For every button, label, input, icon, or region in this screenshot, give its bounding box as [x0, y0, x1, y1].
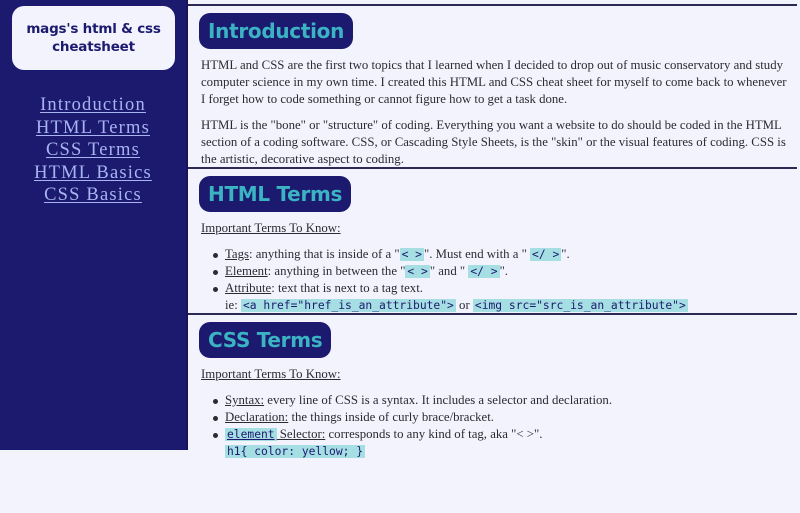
section-heading: Introduction	[199, 13, 353, 49]
list-item	[211, 246, 793, 263]
site-title-text: mags's html & css cheatsheet	[26, 21, 161, 55]
term-list	[211, 392, 793, 460]
site-title	[12, 6, 175, 70]
list-item	[211, 280, 793, 314]
section-css-terms	[188, 313, 797, 513]
section-html-terms	[188, 167, 797, 313]
term-text: or	[455, 298, 473, 312]
term-text: : anything in between the "	[267, 264, 406, 278]
subheading: Important Terms To Know:	[201, 367, 341, 381]
term-text: ". Must end with a "	[423, 247, 531, 261]
section-heading: CSS Terms	[199, 322, 331, 358]
term-label: Tags	[225, 247, 249, 261]
intro-paragraph: HTML is the "bone" or "structure" of coding. Everything you want a website to do should be coded in the HTML section of a coding software. CSS, or Cascading Style Sheets, is the "skin" or the visual features of coding. CSS is the artistic, decorative aspect to coding.	[201, 118, 786, 166]
intro-paragraph: HTML and CSS are the first two topics that I learned when I decided to drop out of music conservatory and study computer science in my own time. I created this HTML and CSS cheat sheet for myself to come back to whenever I forget how to code something or cannot figure how to get a task done.	[201, 58, 787, 106]
sidebar	[0, 0, 186, 450]
code-snippet: element	[227, 428, 275, 441]
term-label: Syntax:	[225, 393, 265, 407]
nav-link-css-basics[interactable]: CSS Basics	[44, 185, 142, 205]
term-label: Selector:	[276, 427, 326, 441]
list-item	[211, 426, 793, 460]
list-item	[211, 263, 793, 280]
term-text: ie:	[225, 298, 241, 312]
code-example: h1{ color: yellow; }	[227, 445, 364, 458]
term-text: ".	[561, 247, 570, 261]
nav-link-html-basics[interactable]: HTML Basics	[34, 162, 152, 183]
list-item	[211, 409, 793, 426]
section-body	[201, 366, 793, 460]
nav-link-css-terms[interactable]: CSS Terms	[46, 140, 140, 160]
term-text: every line of CSS is a syntax. It includes a selector and declaration.	[264, 393, 613, 407]
list-item	[211, 392, 793, 409]
main-content	[186, 0, 800, 458]
term-text: corresponds to any kind of tag, aka "< >".	[325, 427, 543, 441]
code-snippet: <img src="src_is_an_attribute">	[474, 299, 686, 312]
section-heading: HTML Terms	[199, 176, 351, 212]
section-body	[201, 57, 793, 177]
code-snippet: </ >	[532, 248, 560, 261]
code-snippet: < >	[407, 265, 428, 278]
term-text: " and "	[429, 264, 469, 278]
term-text: : text that is next to a tag text.	[271, 281, 423, 295]
nav-link-html-terms[interactable]: HTML Terms	[36, 117, 150, 138]
section-body	[201, 220, 793, 314]
sidebar-nav	[0, 94, 186, 207]
code-snippet: </ >	[470, 265, 498, 278]
code-snippet: <a href="href_is_an_attribute">	[243, 299, 454, 312]
term-label: Element	[225, 264, 268, 278]
term-text: ".	[499, 264, 509, 278]
term-list	[211, 246, 793, 314]
subheading: Important Terms To Know:	[201, 221, 341, 235]
term-text: : anything that is inside of a "	[248, 247, 400, 261]
term-label: Attribute	[225, 281, 272, 295]
term-text: the things inside of curly brace/bracket.	[288, 410, 494, 424]
term-label: Declaration:	[225, 410, 289, 424]
nav-link-introduction[interactable]: Introduction	[40, 95, 146, 115]
code-snippet: < >	[401, 248, 422, 261]
section-introduction	[188, 4, 797, 168]
